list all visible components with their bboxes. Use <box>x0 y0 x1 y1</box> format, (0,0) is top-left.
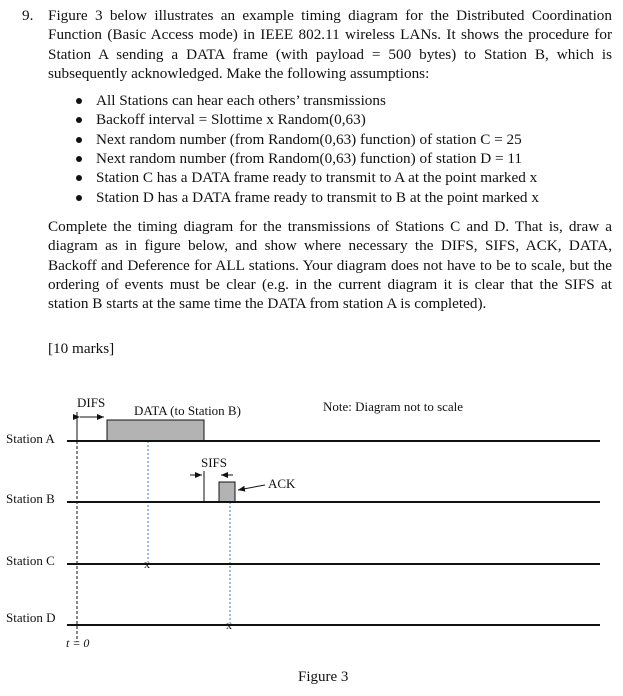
data-frame <box>107 420 204 441</box>
marks: [10 marks] <box>48 340 115 357</box>
question-intro: Figure 3 below illustrates an example timing diagram for the Distributed Coordination Function (Basic Access mode) in IEEE 802.11 wireless LANs. It shows the procedure for Station A sending a DATA frame (with payload = 500 bytes) to Station B, which is subsequently acknowledged. Make the following assumptions: <box>48 7 612 82</box>
list-item: Station C has a DATA frame ready to transmit to A at the point marked x <box>96 168 612 187</box>
station-d-label: Station D <box>6 610 56 625</box>
figure-caption: Figure 3 <box>298 669 349 685</box>
list-item: Backoff interval = Slottime x Random(0,63) <box>96 110 612 129</box>
station-a-label: Station A <box>6 431 55 446</box>
difs-label: DIFS <box>77 395 106 410</box>
mark-d: x <box>226 618 232 632</box>
list-item: Next random number (from Random(0,63) function) of station C = 25 <box>96 130 612 149</box>
list-item: Station D has a DATA frame ready to transmit to B at the point marked x <box>96 188 612 207</box>
note-label: Note: Diagram not to scale <box>323 399 464 414</box>
question-task: Complete the timing diagram for the transmissions of Stations C and D. That is, draw a diagram as in figure below, and show where necessary the DIFS, SIFS, ACK, DATA, Backoff and Deference for ALL stations. Your diagram does not have to be to scale, but the ordering of events must be clear (e.g. in the current diagram it is clear that the SIFS at station B starts at the same time the DATA from station A is completed). <box>48 217 612 313</box>
station-b-label: Station B <box>6 491 55 506</box>
ack-label: ACK <box>268 476 296 491</box>
sifs-label: SIFS <box>201 455 228 470</box>
ack-frame <box>219 482 235 502</box>
ack-pointer <box>238 485 265 490</box>
data-label: DATA (to Station B) <box>134 403 241 418</box>
mark-c: x <box>144 557 150 571</box>
list-item: Next random number (from Random(0,63) function) of station D = 11 <box>96 149 612 168</box>
list-item: All Stations can hear each others’ transmissions <box>96 91 612 110</box>
station-c-label: Station C <box>6 553 55 568</box>
t0-label: t = 0 <box>66 636 90 650</box>
question-number: 9. <box>22 7 34 24</box>
